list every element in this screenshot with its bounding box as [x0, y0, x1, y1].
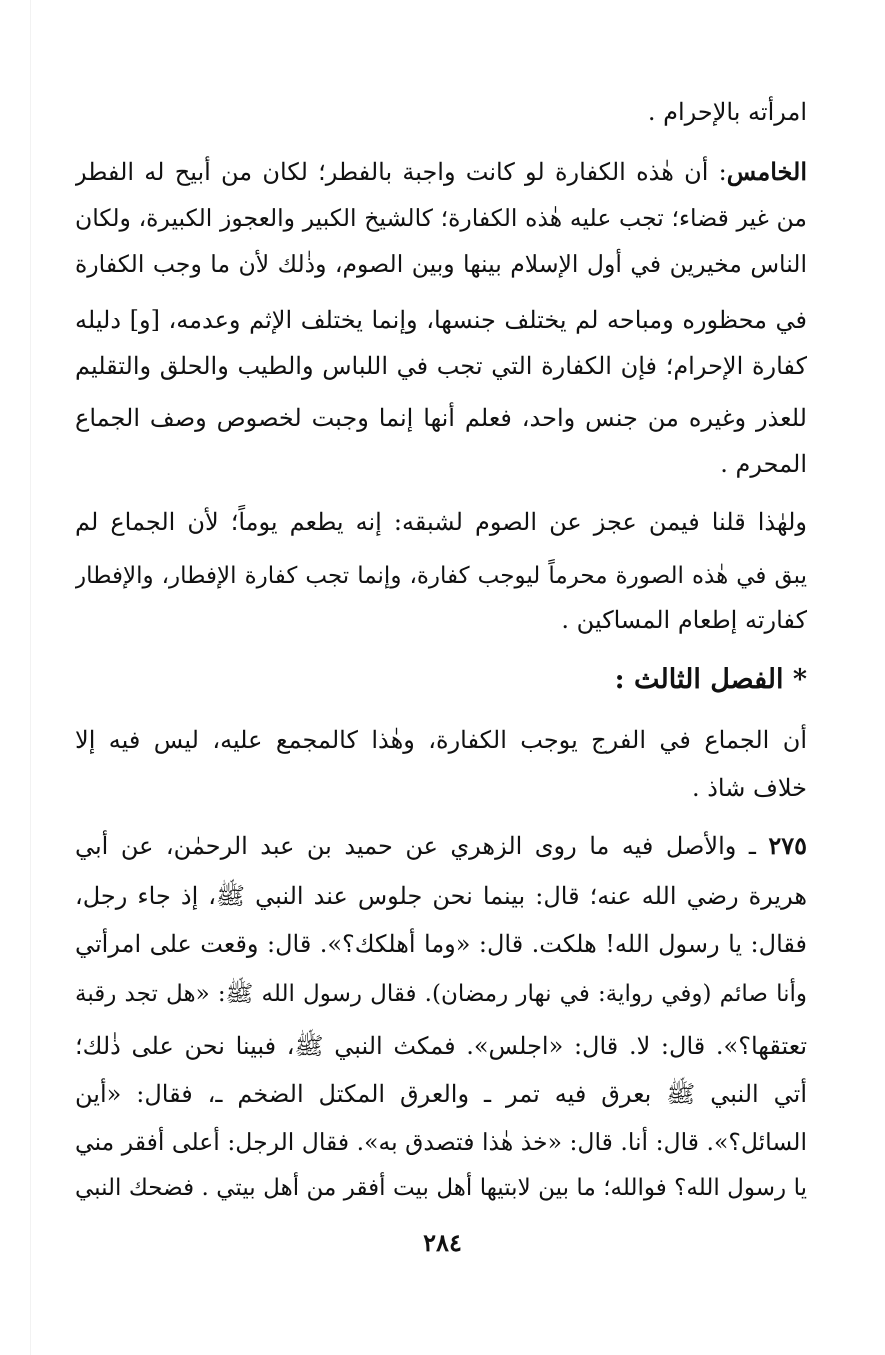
page-number: ٢٨٤	[423, 1228, 462, 1257]
text-line: الخامس: أن هٰذه الكفارة لو كانت واجبة بالفطر؛ لكان من أبيح له الفطر	[75, 157, 807, 186]
text-line: تعتقها؟». قال: لا. قال: «اجلس». فمكث النبي ﷺ، فبينا نحن على ذٰلك؛	[75, 1032, 807, 1060]
text-line: فقال: يا رسول الله! هلكت. قال: «وما أهلكك؟». قال: وقعت على امرأتي	[75, 930, 807, 958]
text-line: المحرم .	[720, 450, 807, 478]
hadith-number: ٢٧٥	[768, 831, 807, 860]
text-line: للعذر وغيره من جنس واحد، فعلم أنها إنما وجبت لخصوص وصف الجماع	[75, 404, 807, 432]
text-line: أتي النبي ﷺ بعرق فيه تمر ـ والعرق المكتل الضخم ـ، فقال: «أين	[75, 1080, 807, 1108]
text-line: كفارته إطعام المساكين .	[561, 606, 807, 634]
text-line: خلاف شاذ .	[691, 774, 807, 802]
page-fold-shadow	[30, 0, 31, 1355]
text-line: يبق في هٰذه الصورة محرماً ليوجب كفارة، وإنما تجب كفارة الإفطار، والإفطار	[75, 563, 807, 589]
text-line: من غير قضاء؛ تجب عليه هٰذه الكفارة؛ كالشيخ الكبير والعجوز الكبيرة، ولكان	[75, 204, 807, 232]
text-line: الناس مخيرين في أول الإسلام بينها وبين الصوم، وذٰلك لأن ما وجب الكفارة	[75, 250, 807, 278]
text-line: امرأته بالإحرام .	[647, 98, 807, 126]
text-line: ولهٰذا قلنا فيمن عجز عن الصوم لشبقه: إنه يطعم يوماً؛ لأن الجماع لم	[75, 508, 807, 536]
text-line: أن الجماع في الفرج يوجب الكفارة، وهٰذا كالمجمع عليه، ليس فيه إلا	[75, 726, 807, 754]
paragraph-label: الخامس	[726, 157, 807, 186]
text-line: كفارة الإحرام؛ فإن الكفارة التي تجب في اللباس والطيب والحلق والتقليم	[75, 352, 807, 380]
section-heading: * الفصل الثالث :	[614, 664, 807, 695]
text-line: في محظوره ومباحه لم يختلف جنسها، وإنما يختلف الإثم وعدمه، [و] دليله	[75, 306, 807, 334]
text-line: ٢٧٥ ـ والأصل فيه ما روى الزهري عن حميد بن عبد الرحمٰن، عن أبي	[75, 831, 807, 860]
text-line: السائل؟». قال: أنا. قال: «خذ هٰذا فتصدق به». فقال الرجل: أعلى أفقر مني	[75, 1128, 807, 1156]
text-line: هريرة رضي الله عنه؛ قال: بينما نحن جلوس عند النبي ﷺ، إذ جاء رجل،	[75, 882, 807, 910]
text-line: يا رسول الله؟ فوالله؛ ما بين لابتيها أهل بيت أفقر من أهل بيتي . فضحك النبي	[75, 1175, 807, 1201]
text-line: وأنا صائم (وفي رواية: في نهار رمضان). فقال رسول الله ﷺ: «هل تجد رقبة	[75, 981, 807, 1007]
